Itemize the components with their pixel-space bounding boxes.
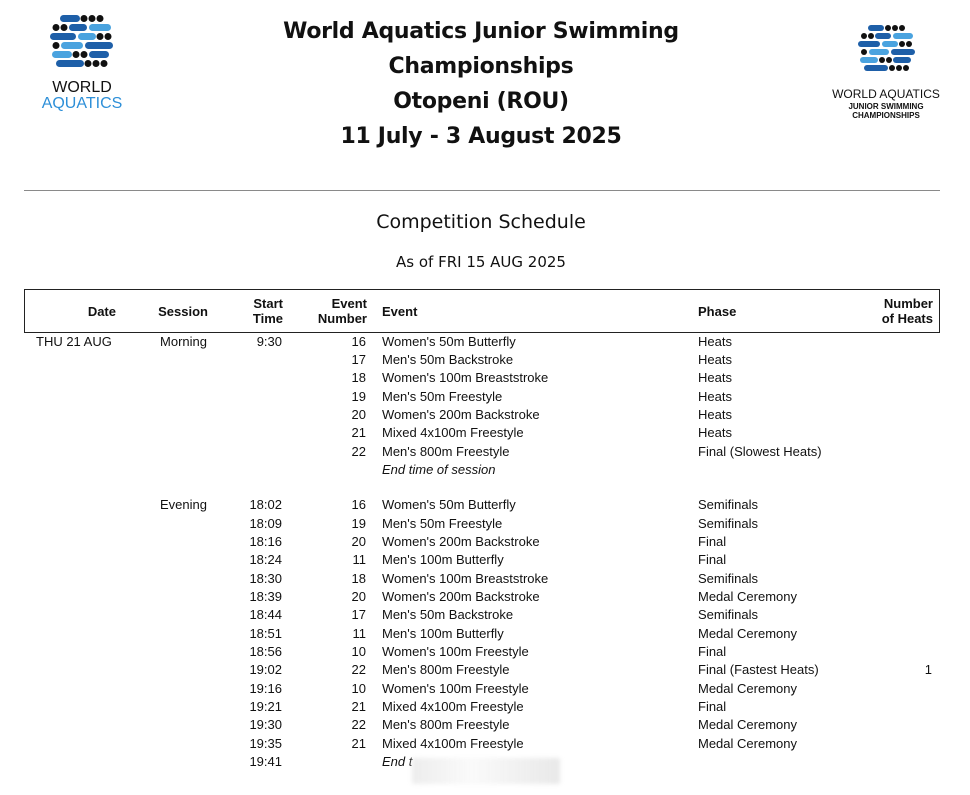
row-event-number: 20	[351, 589, 366, 604]
row-event: Women's 50m Butterfly	[382, 497, 516, 512]
col-event-number-1: Event	[331, 296, 367, 311]
row-event-number: 19	[351, 389, 366, 404]
row-event: Women's 50m Butterfly	[382, 334, 516, 349]
row-phase: Final (Fastest Heats)	[698, 662, 819, 677]
row-start-time: 18:56	[249, 644, 282, 659]
table-row	[0, 461, 970, 479]
row-start-time: 18:09	[249, 516, 282, 531]
logo-right-line1: WORLD AQUATICS	[832, 87, 940, 101]
table-row	[0, 716, 970, 734]
row-event: Women's 100m Freestyle	[382, 644, 529, 659]
row-event-number: 18	[351, 571, 366, 586]
row-event-number: 17	[351, 607, 366, 622]
table-row	[0, 625, 970, 643]
row-event-number: 18	[351, 370, 366, 385]
row-event: Men's 50m Backstroke	[382, 607, 514, 622]
row-start-time: 9:30	[256, 334, 282, 349]
row-session: Morning	[160, 334, 207, 349]
row-phase: Medal Ceremony	[698, 626, 797, 641]
junior-championships-logo	[818, 24, 954, 124]
row-start-time: 18:30	[249, 571, 282, 586]
row-start-time: 18:44	[249, 607, 282, 622]
row-event-number: 21	[351, 425, 366, 440]
table-row	[0, 606, 970, 624]
row-event-number: 19	[351, 516, 366, 531]
logo-right-line2: JUNIOR SWIMMING	[848, 102, 924, 111]
table-row	[0, 680, 970, 698]
row-start-time: 19:35	[249, 736, 282, 751]
table-row	[0, 735, 970, 753]
row-start-time: 18:51	[249, 626, 282, 641]
row-event-number: 20	[351, 407, 366, 422]
row-phase: Heats	[698, 352, 732, 367]
col-start-time-2: Time	[252, 311, 283, 326]
row-event-number: 22	[351, 662, 366, 677]
row-event: Men's 50m Backstroke	[382, 352, 514, 367]
row-phase: Semifinals	[698, 497, 758, 512]
world-aquatics-logo	[26, 14, 138, 114]
row-event: Women's 200m Backstroke	[382, 589, 540, 604]
row-phase: Semifinals	[698, 571, 758, 586]
row-end-of-session: End t	[382, 754, 413, 769]
row-date: THU 21 AUG	[36, 334, 112, 349]
row-start-time: 19:02	[249, 662, 282, 677]
championship-title: World Aquatics Junior Swimming Championships	[283, 19, 679, 79]
row-phase: Heats	[698, 334, 732, 349]
row-event: Mixed 4x100m Freestyle	[382, 699, 524, 714]
table-row	[0, 533, 970, 551]
table-row	[0, 333, 970, 351]
col-event: Event	[382, 304, 418, 319]
schedule-title: Competition Schedule	[376, 211, 586, 233]
table-row	[0, 698, 970, 716]
row-phase: Final	[698, 644, 727, 659]
col-phase: Phase	[698, 304, 737, 319]
row-event: Men's 50m Freestyle	[382, 389, 503, 404]
row-event-number: 10	[351, 681, 366, 696]
row-phase: Medal Ceremony	[698, 681, 797, 696]
row-event-number: 22	[351, 717, 366, 732]
row-event-number: 20	[351, 534, 366, 549]
row-event-number: 10	[351, 644, 366, 659]
row-start-time: 19:41	[249, 754, 282, 769]
table-row	[0, 570, 970, 588]
row-phase: Medal Ceremony	[698, 589, 797, 604]
logo-right-line3: CHAMPIONSHIPS	[852, 111, 920, 120]
table-row	[0, 443, 970, 461]
watermark-overlay	[412, 758, 560, 784]
table-row	[0, 515, 970, 533]
row-event: Women's 100m Breaststroke	[382, 571, 549, 586]
row-event-number: 11	[352, 626, 366, 641]
row-session: Evening	[160, 497, 207, 512]
row-event: Mixed 4x100m Freestyle	[382, 736, 524, 751]
row-event-number: 21	[351, 699, 366, 714]
row-end-of-session: End time of session	[382, 462, 496, 477]
table-row	[0, 388, 970, 406]
row-start-time: 19:21	[249, 699, 282, 714]
row-phase: Final	[698, 534, 727, 549]
row-phase: Heats	[698, 370, 732, 385]
col-heats-2: of Heats	[881, 311, 933, 326]
table-row	[0, 406, 970, 424]
table-row	[0, 351, 970, 369]
row-phase: Semifinals	[698, 516, 758, 531]
table-row	[0, 424, 970, 442]
wave-dots-icon	[818, 24, 954, 82]
col-session: Session	[158, 304, 208, 319]
row-event: Women's 200m Backstroke	[382, 534, 540, 549]
as-of-date: As of FRI 15 AUG 2025	[396, 253, 566, 271]
row-event: Men's 100m Butterfly	[382, 626, 504, 641]
row-start-time: 18:24	[249, 552, 282, 567]
col-event-number-2: Number	[317, 311, 367, 326]
row-start-time: 18:02	[249, 497, 282, 512]
row-event: Men's 100m Butterfly	[382, 552, 504, 567]
row-event: Men's 50m Freestyle	[382, 516, 503, 531]
wave-dots-icon	[26, 14, 138, 82]
table-row	[0, 551, 970, 569]
row-event: Men's 800m Freestyle	[382, 662, 510, 677]
row-event-number: 21	[351, 736, 366, 751]
venue-title: Otopeni (ROU)	[393, 89, 569, 114]
table-row	[0, 588, 970, 606]
col-heats-1: Number	[883, 296, 933, 311]
event-title-block	[200, 14, 762, 154]
row-phase: Heats	[698, 425, 732, 440]
row-start-time: 18:16	[249, 534, 282, 549]
row-event: Men's 800m Freestyle	[382, 444, 510, 459]
logo-word-aquatics: AQUATICS	[41, 95, 123, 112]
dates-title: 11 July - 3 August 2025	[340, 124, 622, 149]
row-event-number: 16	[351, 334, 366, 349]
table-row	[0, 661, 970, 679]
table-row	[0, 369, 970, 387]
row-event: Women's 100m Breaststroke	[382, 370, 549, 385]
table-row	[0, 643, 970, 661]
table-row	[0, 496, 970, 514]
col-date: Date	[87, 304, 116, 319]
table-header	[24, 289, 940, 333]
row-event-number: 22	[351, 444, 366, 459]
row-event: Women's 200m Backstroke	[382, 407, 540, 422]
logo-word-world: WORLD	[52, 79, 112, 96]
row-phase: Final	[698, 552, 727, 567]
row-phase: Final	[698, 699, 727, 714]
row-phase: Final (Slowest Heats)	[698, 444, 822, 459]
row-phase: Semifinals	[698, 607, 758, 622]
col-start-time-1: Start	[253, 296, 283, 311]
row-event: Men's 800m Freestyle	[382, 717, 510, 732]
row-event: Mixed 4x100m Freestyle	[382, 425, 524, 440]
row-event-number: 11	[352, 552, 366, 567]
row-event-number: 17	[351, 352, 366, 367]
row-phase: Heats	[698, 407, 732, 422]
row-heats: 1	[924, 662, 932, 677]
row-event: Women's 100m Freestyle	[382, 681, 529, 696]
row-start-time: 19:16	[249, 681, 282, 696]
row-event-number: 16	[351, 497, 366, 512]
row-phase: Heats	[698, 389, 732, 404]
row-start-time: 19:30	[249, 717, 282, 732]
row-start-time: 18:39	[249, 589, 282, 604]
header-divider	[24, 190, 940, 191]
row-phase: Medal Ceremony	[698, 717, 797, 732]
row-phase: Medal Ceremony	[698, 736, 797, 751]
